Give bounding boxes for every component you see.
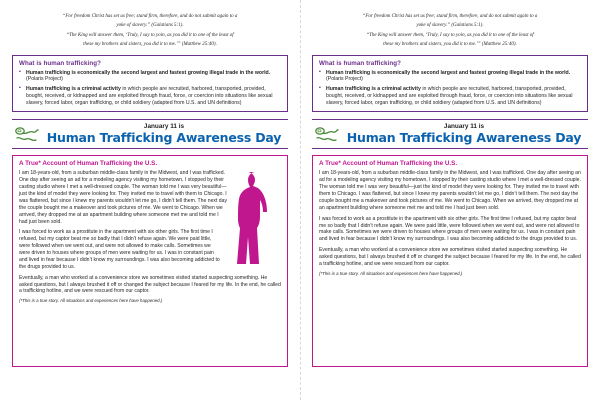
flyer-panel-right	[300, 0, 600, 400]
info-box-list	[19, 70, 281, 107]
info-item-1-source: (Polaris Project)	[26, 76, 63, 83]
story-footnote: (*This is a true story. All situations and experiences here have happened.)	[319, 270, 463, 276]
info-item-2-lead: Human trafficking is a criminal activity	[26, 85, 121, 92]
info-box-item	[319, 86, 581, 107]
story-paragraph: Eventually, a man who worked at a convenience store we sometimes visited started suspecting something. He asked questions, but I always brushed it off or changed the subject because I feared for my life. In the end, he called a trafficking hotline, and we were rescued from our captor.	[319, 247, 581, 267]
info-box-item	[19, 86, 281, 107]
scripture-verse-1-line1: “For freedom Christ has set us free; stand firm, therefore, and do not submit again to a	[62, 14, 238, 19]
info-item-1-lead: Human trafficking is economically the second largest and fastest	[26, 69, 187, 76]
header-title: Human Trafficking Awareness Day	[346, 130, 582, 146]
info-item-1-rest: growing illegal trade in the world.	[487, 69, 571, 76]
story-title: A True* Account of Human Trafficking the U.S.	[319, 160, 458, 168]
scripture-block	[312, 14, 588, 49]
story-paragraph: I am 18-years-old, from a suburban middle-class family in the Midwest, and I was trafficked. One day after seeing an ad for a modeling agency visiting my hometown, I stopped by their casting studio where I met a well-dressed couple. The woman told me I was very beautiful—just the kind of model they were looking for. They invited me to travel with them to Chicago. I was flattered, but since I knew my parents wouldn’t let me go, I didn’t tell them. The next day the couple bought me a makeover and took pictures of me. We went to Chicago. When we arrived, they dropped me at an apartment building where someone met me and told me I had just been sold.	[19, 170, 228, 225]
info-box-title: What is human trafficking?	[19, 59, 102, 67]
story-paragraph: I was forced to work as a prostitute in the apartment with six other girls. The first time I refused, but my captor beat me so badly that I didn’t refuse again. We were paid little, were followed when we went out, and were not allowed to make calls. Sometimes we were driven to houses where groups of men were waiting for us. I was in constant pain and lived in fear because I didn’t know my surroundings. I was also becoming addicted to the drugs provided to us.	[19, 229, 220, 270]
scripture-verse-2-line1: “The King will answer them, ‘Truly, I say to yoin, as you did it to one of the least of	[366, 32, 534, 38]
silhouette-woman-figure	[223, 170, 281, 266]
info-box	[312, 55, 588, 113]
header-title: Human Trafficking Awareness Day	[46, 130, 282, 146]
story-footnote: (*This is a true story. All situations and experiences here have happened.)	[19, 298, 163, 304]
scripture-verse-1-line2: yoke of slavery.” (Galatians 5:1).	[416, 23, 484, 29]
header-date: January 11 is	[443, 123, 485, 131]
info-box-item	[19, 70, 281, 84]
scripture-verse-2-line2: these my brothers and sisters, you did it to me.’” (Matthew 25:40).	[383, 42, 517, 48]
scripture-verse-1-line2: yoke of slavery.” (Galatians 5:1).	[116, 23, 184, 29]
info-box	[12, 55, 288, 113]
story-body	[319, 170, 581, 267]
story-paragraph: I am 18-years-old, from a suburban middle-class family in the Midwest, and I was trafficked. One day after seeing an ad for a modeling agency visiting my hometown, I stopped by their casting studio where I met a well-dressed couple. The woman told me I was very beautiful—just the kind of model they were looking for. They invited me to travel with them to Chicago. I was flattered, but since I knew my parents wouldn’t let me go, I didn’t tell them. The next day the couple bought me a makeover and took pictures of me. We went to Chicago. When we arrived, they dropped me at an apartment building where someone met me and told me I had just been sold.	[319, 170, 581, 211]
awareness-ribbon-icon	[14, 124, 40, 148]
info-box-title: What is human trafficking?	[319, 59, 402, 67]
scripture-block	[12, 14, 288, 49]
story-paragraph: I was forced to work as a prostitute in the apartment with six other girls. The first time I refused, but my captor beat me so badly that I didn’t refuse again. We were paid little, were followed when we went out, and were not allowed to make calls. Sometimes we were driven to houses where groups of men were waiting for us. I was in constant pain and lived in fear because I didn’t know my surroundings. I was also becoming addicted to the drugs provided to us.	[319, 215, 580, 243]
info-item-1-source: (Polaris Project)	[326, 76, 363, 83]
scripture-verse-2-line2: these my brothers and sisters, you did it to me.’” (Matthew 25:40).	[83, 42, 217, 48]
story-body	[19, 170, 281, 295]
info-item-2-rest: in which people are recruited, harbored, transported, provided, bought, received, or kidnapped and are exploited through fraud, force, or coercion into situations like sexual slavery, forced labor, organ trafficking, or child soldiery (adapted from U.S. and UN definitions)	[26, 85, 273, 106]
awareness-ribbon-icon	[314, 124, 340, 148]
header-date: January 11 is	[143, 123, 185, 131]
scripture-verse-1-line1: “For freedom Christ has set us free; stand firm, therefore, and do not submit again to a	[362, 14, 538, 19]
info-box-item	[319, 70, 581, 84]
info-box-list	[319, 70, 581, 107]
story-box	[312, 155, 588, 367]
awareness-header	[312, 119, 588, 149]
info-item-1-rest: growing illegal trade in the world.	[187, 69, 271, 76]
info-item-1-lead: Human trafficking is economically the second largest and fastest	[326, 69, 487, 76]
info-item-2-lead: Human trafficking is a criminal activity	[326, 85, 421, 92]
info-item-2-rest: in which people are recruited, harbored, transported, provided, bought, received, or kidnapped and are exploited through fraud, force, or coercion into situations like sexual slavery, forced labor, organ trafficking, or child soldiery (adapted from U.S. and UN definitions)	[326, 85, 573, 106]
awareness-header	[12, 119, 288, 149]
story-paragraph: Eventually, a man who worked at a convenience store we sometimes visited started suspecting something. He asked questions, but I always brushed it off or changed the subject because I feared for my life. In the end, he called a trafficking hotline, and we were rescued from our captor.	[19, 274, 281, 295]
story-title: A True* Account of Human Trafficking the U.S.	[19, 160, 158, 168]
scripture-verse-2-line1: “The King will answer them, ‘Truly, I say to yoin, as you did it to one of the least of	[66, 32, 234, 38]
story-box	[12, 155, 288, 367]
